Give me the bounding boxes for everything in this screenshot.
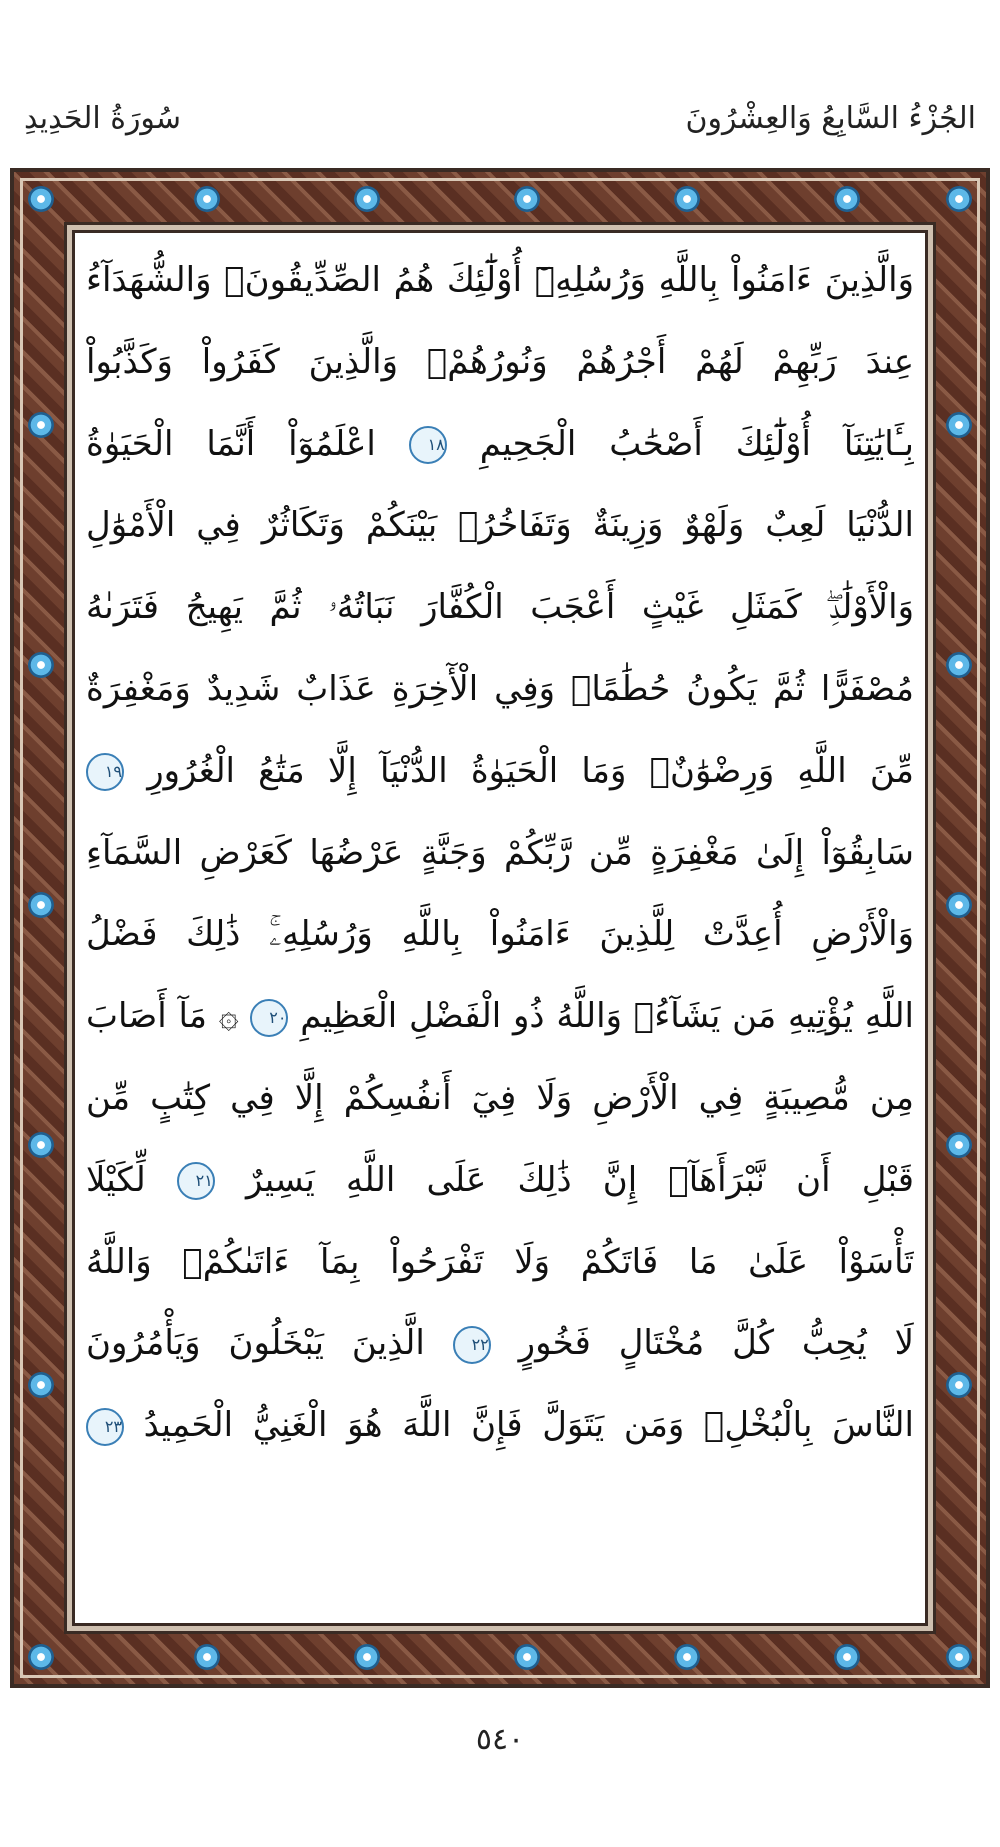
text-line: تَأْسَوْاْ عَلَىٰ مَا فَاتَكُمْ وَلَا تَفْرَحُواْ بِمَآ ءَاتَىٰكُمْۗ وَاللَّهُ	[86, 1241, 914, 1282]
flower-ornament-icon	[28, 1132, 54, 1158]
text-line: اللَّهِ يُؤْتِيهِ مَن يَشَآءُۚ وَاللَّهُ ذُو الْفَضْلِ الْعَظِيمِ ٢٠ ۞ مَآ أَصَابَ	[86, 996, 914, 1037]
flower-ornament-icon	[946, 1372, 972, 1398]
text-line: عِندَ رَبِّهِمْ لَهُمْ أَجْرُهُمْ وَنُورُهُمْۖ وَالَّذِينَ كَفَرُواْ وَكَذَّبُواْ	[86, 341, 914, 382]
text-line: بِـَٔايَٰتِنَآ أُوْلَٰٓئِكَ أَصْحَٰبُ الْجَحِيمِ ١٨ اعْلَمُوٓاْ أَنَّمَا الْحَيَوٰةُ	[86, 423, 914, 464]
quran-text	[86, 240, 914, 1660]
ayah-end-marker: ١٨	[409, 426, 447, 464]
text-line: مِن مُّصِيبَةٍ فِي الْأَرْضِ وَلَا فِيٓ أَنفُسِكُمْ إِلَّا فِي كِتَٰبٍ مِّن	[86, 1077, 914, 1118]
text-line: قَبْلِ أَن نَّبْرَأَهَآۚ إِنَّ ذَٰلِكَ عَلَى اللَّهِ يَسِيرٌ ٢١ لِّكَيْلَا	[86, 1159, 914, 1200]
text-line: مِّنَ اللَّهِ وَرِضْوَٰنٌۚ وَمَا الْحَيَوٰةُ الدُّنْيَآ إِلَّا مَتَٰعُ الْغُرُورِ ١٩	[86, 731, 914, 813]
flower-ornament-icon	[354, 186, 380, 212]
text-line: وَالْأَوْلَٰدِۖ كَمَثَلِ غَيْثٍ أَعْجَبَ الْكُفَّارَ نَبَاتُهُۥ ثُمَّ يَهِيجُ فَتَرَىٰهُ	[86, 587, 914, 628]
text-line: الدُّنْيَا لَعِبٌ وَلَهْوٌ وَزِينَةٌ وَتَفَاخُرُۢ بَيْنَكُمْ وَتَكَاثُرٌ فِي الْأَمْوَٰلِ	[86, 505, 914, 546]
text-line: لَا يُحِبُّ كُلَّ مُخْتَالٍ فَخُورٍ ٢٢ الَّذِينَ يَبْخَلُونَ وَيَأْمُرُونَ	[86, 1323, 914, 1364]
flower-ornament-icon	[674, 186, 700, 212]
text-line: النَّاسَ بِالْبُخْلِۗ وَمَن يَتَوَلَّ فَإِنَّ اللَّهَ هُوَ الْغَنِيُّ الْحَمِيدُ ٢٣	[86, 1385, 914, 1467]
surah-title: سُورَةُ الحَدِيدِ	[24, 101, 182, 136]
flower-ornament-icon	[834, 186, 860, 212]
juz-title: الجُزْءُ السَّابِعُ وَالعِشْرُونَ	[685, 101, 976, 136]
ayah-end-marker: ٢٠	[250, 999, 288, 1037]
flower-ornament-icon	[28, 1644, 54, 1670]
ayah-end-marker: ٢٢	[453, 1326, 491, 1364]
flower-ornament-icon	[946, 652, 972, 678]
ayah-end-marker: ١٩	[86, 753, 124, 791]
ayah-end-marker: ٢٣	[86, 1408, 124, 1446]
flower-ornament-icon	[514, 186, 540, 212]
flower-ornament-icon	[28, 1372, 54, 1398]
flower-ornament-icon	[946, 412, 972, 438]
page-header	[24, 96, 976, 142]
flower-ornament-icon	[28, 186, 54, 212]
flower-ornament-icon	[28, 652, 54, 678]
ayah-end-marker: ٢١	[177, 1162, 215, 1200]
text-line: سَابِقُوٓاْ إِلَىٰ مَغْفِرَةٍ مِّن رَّبِّكُمْ وَجَنَّةٍ عَرْضُهَا كَعَرْضِ السَّمَآءِ	[86, 832, 914, 873]
flower-ornament-icon	[28, 412, 54, 438]
flower-ornament-icon	[28, 892, 54, 918]
text-line: مُصْفَرًّا ثُمَّ يَكُونُ حُطَٰمًاۖ وَفِي الْأٓخِرَةِ عَذَابٌ شَدِيدٌ وَمَغْفِرَةٌ	[86, 668, 914, 709]
flower-ornament-icon	[946, 186, 972, 212]
flower-ornament-icon	[946, 1132, 972, 1158]
text-line: وَالْأَرْضِ أُعِدَّتْ لِلَّذِينَ ءَامَنُواْ بِاللَّهِ وَرُسُلِهِۦۚ ذَٰلِكَ فَضْلُ	[86, 914, 914, 955]
text-line: وَالَّذِينَ ءَامَنُواْ بِاللَّهِ وَرُسُلِهِۦٓ أُوْلَٰٓئِكَ هُمُ الصِّدِّيقُونَۖ وَالشُّهَدَآءُ	[86, 260, 914, 300]
flower-ornament-icon	[194, 186, 220, 212]
page-number: ٥٤٠	[475, 1722, 525, 1757]
flower-ornament-icon	[946, 1644, 972, 1670]
flower-ornament-icon	[946, 892, 972, 918]
